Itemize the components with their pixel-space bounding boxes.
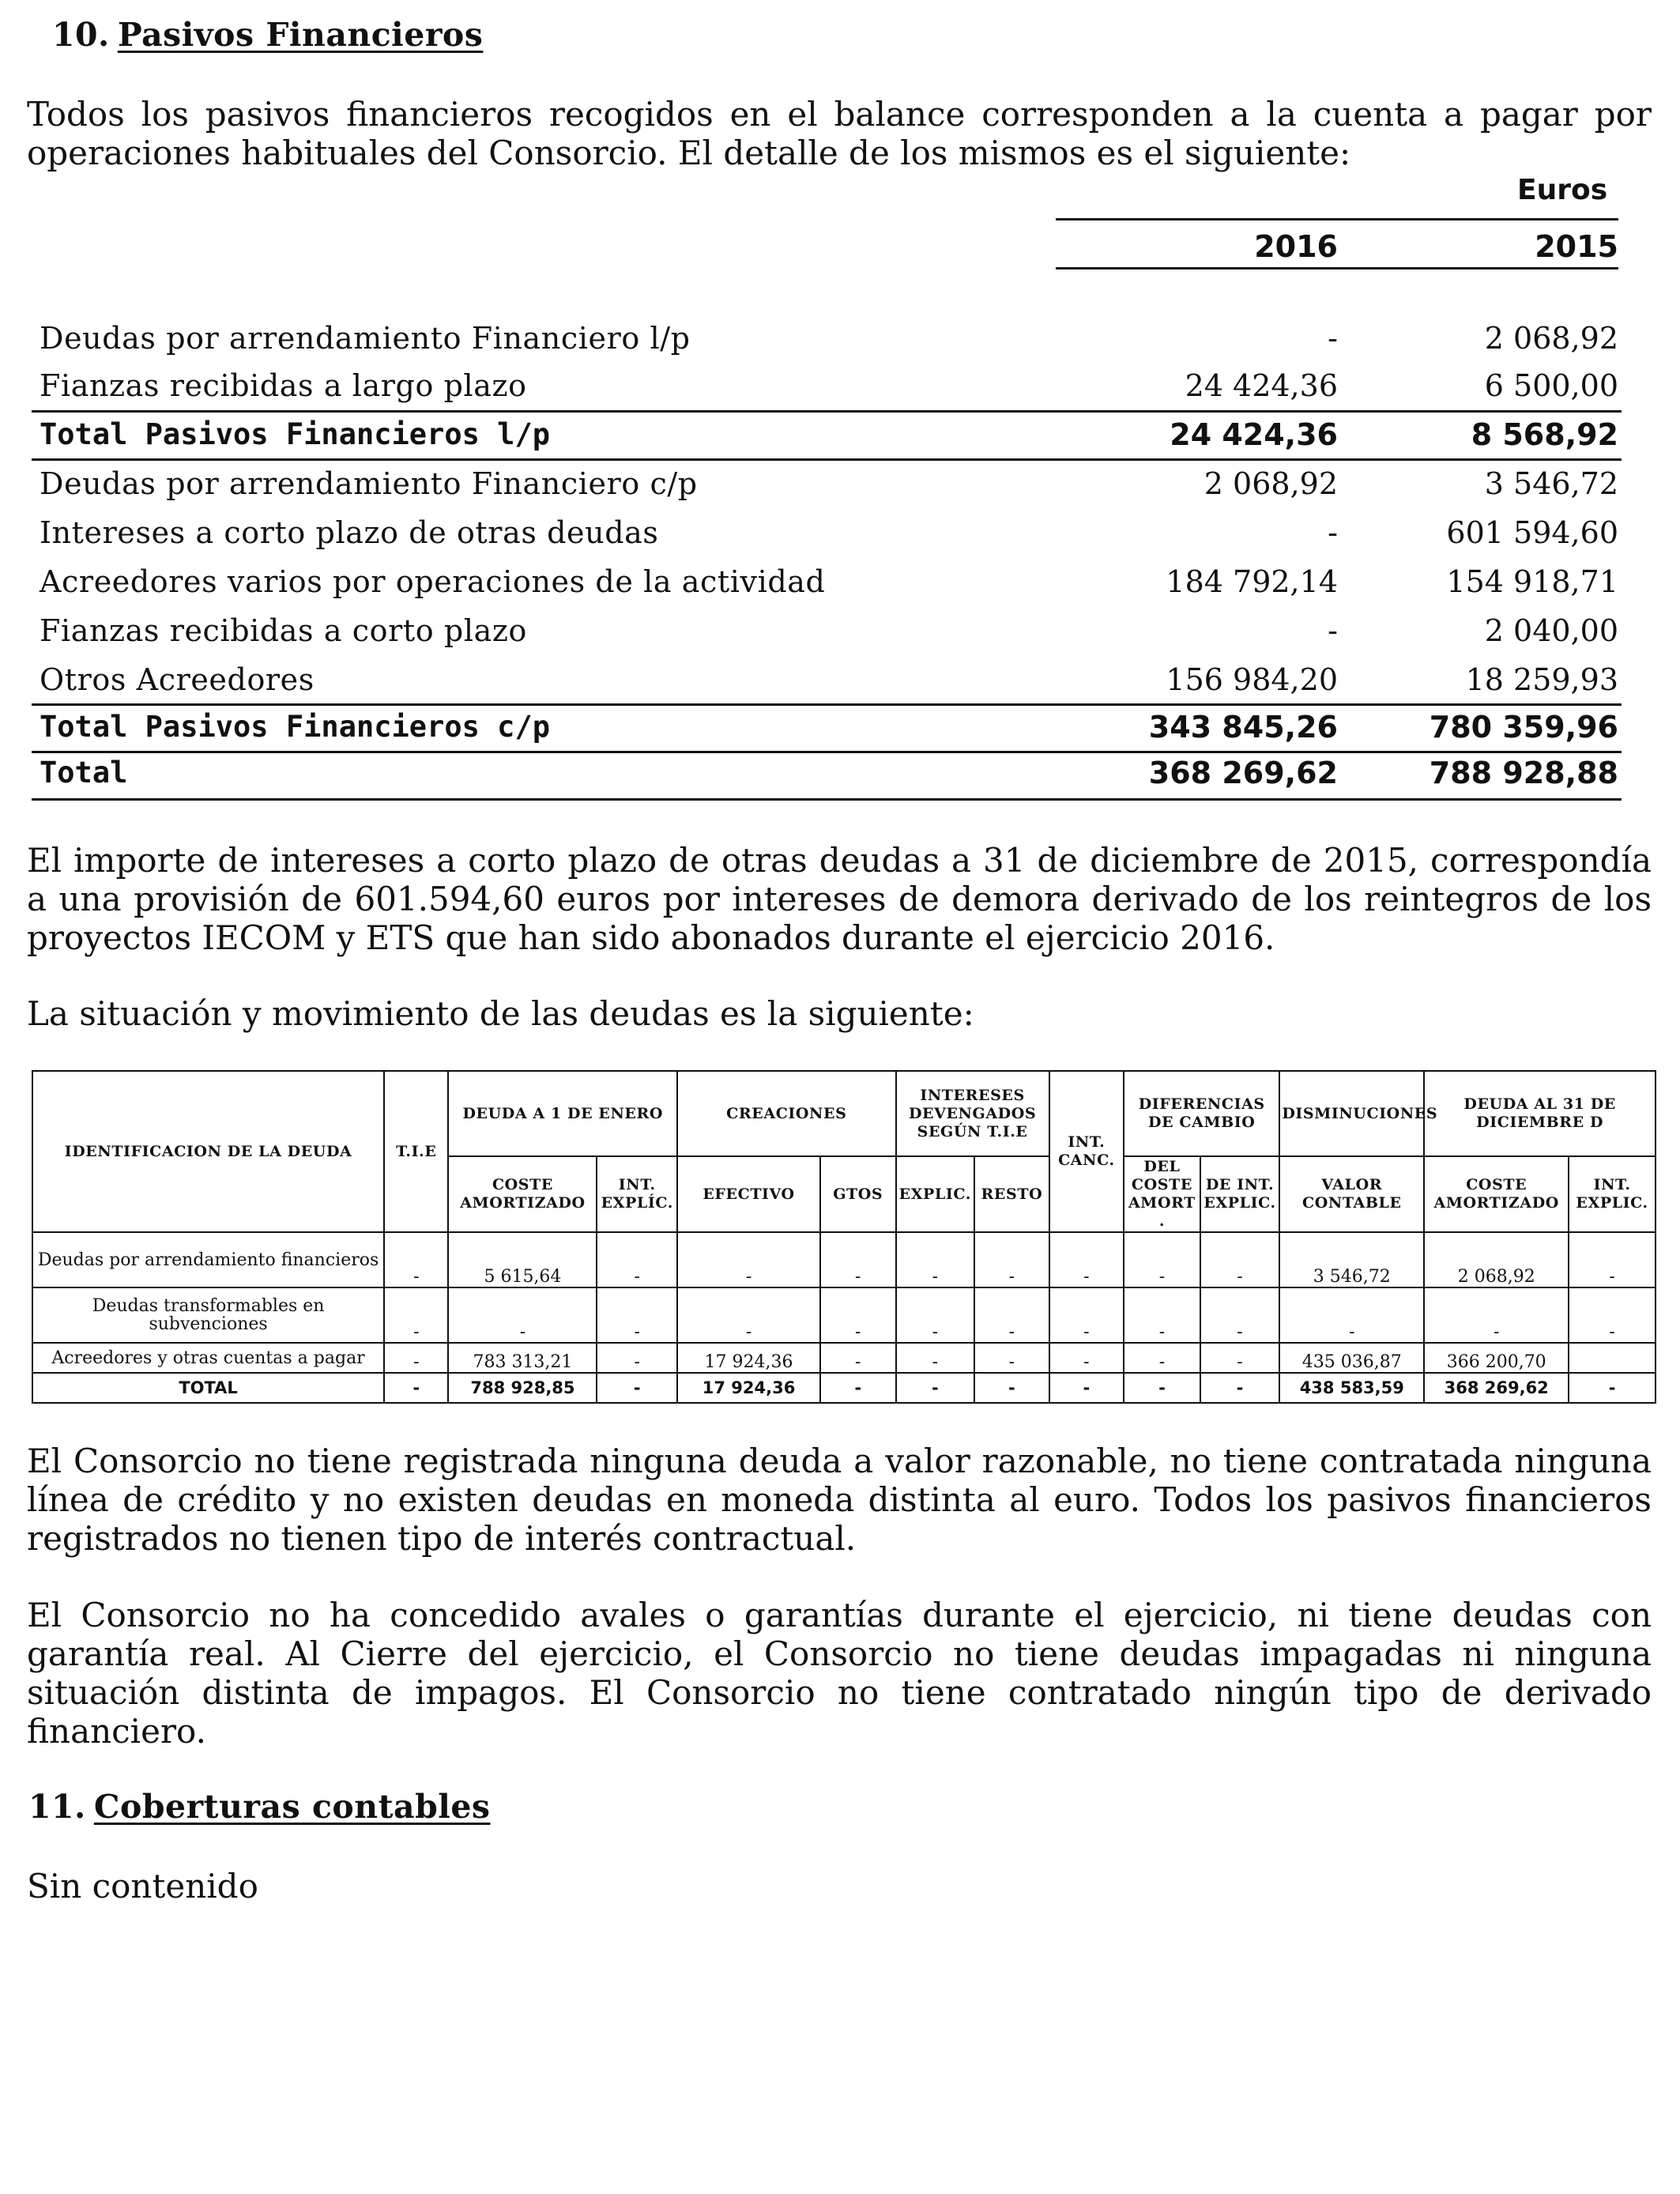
- cell: 783 313,21: [448, 1343, 597, 1373]
- table-bottom-rule: [32, 798, 1622, 801]
- table-row: [40, 607, 1618, 654]
- cell: 5 615,64: [448, 1232, 597, 1287]
- cell: -: [384, 1343, 448, 1373]
- cell: 17 924,36: [677, 1343, 820, 1373]
- cell: -: [597, 1343, 677, 1373]
- value-2016: 184 792,14: [1166, 564, 1338, 599]
- value-2015: 2 068,92: [1484, 321, 1618, 356]
- cell: -: [597, 1287, 677, 1343]
- cell: -: [1124, 1232, 1200, 1287]
- section-11-heading: [28, 1788, 490, 1826]
- cell: -: [597, 1373, 677, 1403]
- cell: -: [974, 1232, 1049, 1287]
- row-label: Acreedores y otras cuentas a pagar: [32, 1343, 384, 1373]
- table-row: [40, 656, 1618, 703]
- section-number: 11.: [28, 1788, 86, 1826]
- row-label: TOTAL: [32, 1373, 384, 1403]
- cell: 435 036,87: [1279, 1343, 1424, 1373]
- cell: -: [896, 1373, 975, 1403]
- year-2015-header: 2015: [1535, 229, 1618, 264]
- section-title: Pasivos Financieros: [117, 16, 484, 54]
- consorcio-paragraph-2: El Consorcio no ha concedido avales o garantías durante el ejercicio, ni tiene deudas con garantía real. Al Cierre del ejercicio, el Consorcio no tiene deudas impagadas ni ninguna situación distinta de impagos. El Consorcio no tiene contratado ningún tipo de derivado financiero.: [27, 1596, 1652, 1751]
- header-coste-amortizado: COSTE AMORTIZADO: [448, 1156, 597, 1232]
- value-2015: 780 359,96: [1429, 710, 1618, 745]
- situacion-paragraph: La situación y movimiento de las deudas es la siguiente:: [27, 994, 974, 1033]
- section-10-heading: [52, 16, 483, 54]
- row-label: Deudas por arrendamiento financieros: [32, 1232, 384, 1287]
- row-label: Fianzas recibidas a largo plazo: [40, 368, 527, 403]
- value-2016: 343 845,26: [1148, 710, 1338, 745]
- cell: 2 068,92: [1424, 1232, 1569, 1287]
- cell: 368 269,62: [1424, 1373, 1569, 1403]
- header-efectivo: EFECTIVO: [677, 1156, 820, 1232]
- cell: -: [384, 1287, 448, 1343]
- cell: -: [1200, 1343, 1280, 1373]
- header-intereses: INTERESES DEVENGADOS SEGÚN T.I.E: [896, 1071, 1049, 1156]
- row-label: Total Pasivos Financieros l/p: [40, 417, 551, 451]
- table-row: [40, 509, 1618, 556]
- value-2016: -: [1328, 515, 1338, 550]
- cell: -: [384, 1373, 448, 1403]
- header-int-canc: INT. CANC.: [1049, 1071, 1124, 1232]
- row-label: Otros Acreedores: [40, 662, 315, 697]
- cell: -: [1569, 1232, 1656, 1287]
- value-2016: 24 424,36: [1185, 368, 1338, 403]
- row-label: Total Pasivos Financieros c/p: [40, 710, 551, 744]
- table-row: [40, 315, 1618, 362]
- cell: -: [1049, 1373, 1124, 1403]
- cell: -: [974, 1287, 1049, 1343]
- cell: 3 546,72: [1279, 1232, 1424, 1287]
- row-label: Deudas transformables en subvenciones: [32, 1287, 384, 1343]
- intereses-paragraph: El importe de intereses a corto plazo de otras deudas a 31 de diciembre de 2015, correspondía a una provisión de 601.594,60 euros por intereses de demora derivado de los reintegros de los proyectos IECOM y ETS que han sido abonados durante el ejercicio 2016.: [27, 841, 1652, 957]
- header-coste-amortizado-dic: COSTE AMORTIZADO: [1424, 1156, 1569, 1232]
- value-2015: 788 928,88: [1429, 756, 1618, 790]
- cell: -: [1200, 1232, 1280, 1287]
- value-2015: 8 568,92: [1471, 417, 1618, 452]
- cell: -: [1124, 1343, 1200, 1373]
- total-row: [32, 1373, 1656, 1403]
- total-row: [40, 749, 1618, 797]
- cell: -: [820, 1287, 896, 1343]
- cell: 788 928,85: [448, 1373, 597, 1403]
- header-disminuciones: DISMINUCIONES: [1279, 1071, 1424, 1156]
- section-title: Coberturas contables: [93, 1788, 491, 1826]
- cell: -: [1124, 1373, 1200, 1403]
- value-2016: 2 068,92: [1203, 466, 1338, 501]
- value-2016: -: [1328, 613, 1338, 648]
- cell: -: [384, 1232, 448, 1287]
- cell: -: [1049, 1343, 1124, 1373]
- header-creaciones: CREACIONES: [677, 1071, 895, 1156]
- table-row: [32, 1232, 1656, 1287]
- cell: -: [1424, 1287, 1569, 1343]
- cell: -: [974, 1373, 1049, 1403]
- cell: [1569, 1343, 1656, 1373]
- value-2015: 3 546,72: [1484, 466, 1618, 501]
- row-label: Acreedores varios por operaciones de la actividad: [40, 564, 826, 599]
- year-2016-header: 2016: [1254, 229, 1338, 264]
- cell: -: [1049, 1232, 1124, 1287]
- cell: -: [1569, 1287, 1656, 1343]
- header-diferencias: DIFERENCIAS DE CAMBIO: [1124, 1071, 1279, 1156]
- cell: -: [820, 1232, 896, 1287]
- cell: -: [677, 1232, 820, 1287]
- header-deuda-dic: DEUDA AL 31 DE DICIEMBRE D: [1424, 1071, 1656, 1156]
- header-identificacion: IDENTIFICACION DE LA DEUDA: [32, 1071, 384, 1232]
- table-row: [40, 460, 1618, 507]
- cell: -: [1200, 1373, 1280, 1403]
- row-label: Deudas por arrendamiento Financiero l/p: [40, 321, 691, 356]
- cell: -: [896, 1343, 975, 1373]
- value-2015: 2 040,00: [1484, 613, 1618, 648]
- consorcio-paragraph-1: El Consorcio no tiene registrada ninguna deuda a valor razonable, no tiene contratada ninguna línea de crédito y no existen deudas en moneda distinta al euro. Todos los pasivos financieros registrados no tienen tipo de interés contractual.: [27, 1442, 1652, 1558]
- header-explic: EXPLIC.: [896, 1156, 975, 1232]
- cell: 366 200,70: [1424, 1343, 1569, 1373]
- subtotal-row: [40, 411, 1618, 458]
- table-row: [32, 1287, 1656, 1343]
- table-row: [40, 558, 1618, 605]
- sin-contenido-text: Sin contenido: [27, 1867, 258, 1906]
- cell: -: [1049, 1287, 1124, 1343]
- debt-movement-table: [32, 1070, 1656, 1404]
- subtotal-row: [40, 703, 1618, 751]
- cell: -: [677, 1287, 820, 1343]
- header-tie: T.I.E: [384, 1071, 448, 1232]
- header-rule-bottom: [1056, 267, 1618, 270]
- value-2015: 601 594,60: [1446, 515, 1618, 550]
- row-label: Intereses a corto plazo de otras deudas: [40, 515, 659, 550]
- unit-label: Euros: [1517, 174, 1608, 206]
- cell: -: [896, 1232, 975, 1287]
- value-2016: 368 269,62: [1148, 756, 1338, 790]
- cell: -: [974, 1343, 1049, 1373]
- value-2016: -: [1328, 321, 1338, 356]
- header-valor-contable: VALOR CONTABLE: [1279, 1156, 1424, 1232]
- value-2015: 154 918,71: [1446, 564, 1618, 599]
- cell: -: [896, 1287, 975, 1343]
- cell: 438 583,59: [1279, 1373, 1424, 1403]
- value-2016: 24 424,36: [1170, 417, 1338, 452]
- header-de-int-explic: DE INT. EXPLIC.: [1200, 1156, 1280, 1232]
- table-row: [32, 1343, 1656, 1373]
- cell: -: [1279, 1287, 1424, 1343]
- section-number: 10.: [52, 16, 110, 54]
- row-label: Fianzas recibidas a corto plazo: [40, 613, 527, 648]
- header-int-explic-dic: INT. EXPLIC.: [1569, 1156, 1656, 1232]
- header-deuda-enero: DEUDA A 1 DE ENERO: [448, 1071, 677, 1156]
- value-2015: 18 259,93: [1465, 662, 1618, 697]
- row-label: Total: [40, 756, 128, 790]
- header-del-coste: DEL COSTE AMORT .: [1124, 1156, 1200, 1232]
- header-gtos: GTOS: [820, 1156, 896, 1232]
- cell: -: [820, 1343, 896, 1373]
- cell: -: [1124, 1287, 1200, 1343]
- cell: -: [820, 1373, 896, 1403]
- cell: -: [1200, 1287, 1280, 1343]
- header-rule-top: [1056, 218, 1618, 221]
- value-2015: 6 500,00: [1484, 368, 1618, 403]
- header-resto: RESTO: [974, 1156, 1049, 1232]
- intro-paragraph: Todos los pasivos financieros recogidos en el balance corresponden a la cuenta a pagar por operaciones habituales del Consorcio. El detalle de los mismos es el siguiente:: [27, 95, 1652, 172]
- cell: -: [448, 1287, 597, 1343]
- cell: -: [1569, 1373, 1656, 1403]
- header-int-explic: INT. EXPLÍC.: [597, 1156, 677, 1232]
- value-2016: 156 984,20: [1166, 662, 1338, 697]
- row-label: Deudas por arrendamiento Financiero c/p: [40, 466, 698, 501]
- cell: 17 924,36: [677, 1373, 820, 1403]
- table-row: [40, 362, 1618, 409]
- cell: -: [597, 1232, 677, 1287]
